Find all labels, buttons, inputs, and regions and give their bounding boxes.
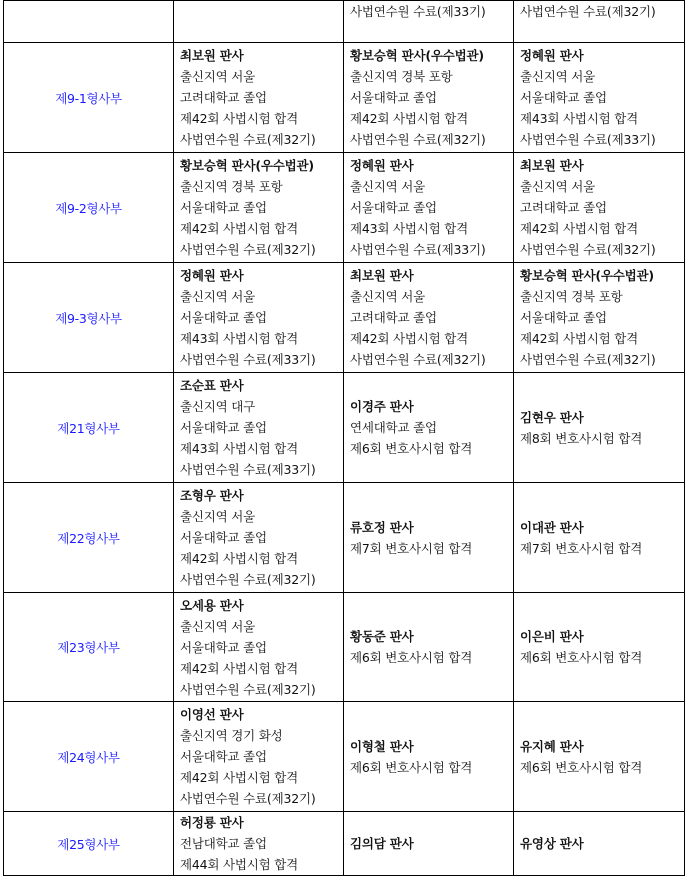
judge-name: 조순표 판사 bbox=[180, 378, 244, 393]
division-name: 제24형사부 bbox=[4, 702, 174, 812]
judge-detail: 서울대학교 졸업 bbox=[350, 200, 437, 215]
judge-cell bbox=[174, 1, 344, 43]
judge-detail: 제6회 변호사시험 합격 bbox=[520, 759, 643, 775]
judge-name: 김의담 판사 bbox=[350, 836, 414, 851]
judge-detail: 출신지역 서울 bbox=[520, 179, 596, 194]
judge-detail: 제43회 사법시험 합격 bbox=[520, 111, 639, 126]
judge-name: 이경주 판사 bbox=[350, 399, 414, 414]
judge-cell bbox=[174, 483, 344, 593]
judge-cell bbox=[344, 483, 514, 593]
judge-detail: 서울대학교 졸업 bbox=[350, 90, 437, 105]
judge-name: 이은비 판사 bbox=[520, 629, 584, 644]
division-name: 제21형사부 bbox=[4, 373, 174, 483]
judge-detail: 출신지역 서울 bbox=[350, 289, 426, 304]
judge-detail: 사법연수원 수료(제33기) bbox=[180, 352, 316, 367]
judge-cell bbox=[514, 483, 685, 593]
judge-name: 황보승혁 판사(우수법관) bbox=[520, 268, 654, 283]
judge-detail: 전남대학교 졸업 bbox=[180, 836, 267, 851]
table-row bbox=[4, 593, 685, 702]
judge-name: 최보원 판사 bbox=[180, 48, 244, 63]
judge-cell bbox=[344, 153, 514, 263]
judge-detail: 제43회 사법시험 합격 bbox=[350, 221, 469, 236]
table-row-partial bbox=[4, 1, 685, 43]
judge-detail: 제7회 변호사시험 합격 bbox=[520, 540, 643, 556]
judge-cell bbox=[344, 1, 514, 43]
judge-detail: 고려대학교 졸업 bbox=[350, 310, 437, 325]
judge-cell bbox=[514, 593, 685, 702]
judge-detail: 제42회 사법시험 합격 bbox=[180, 551, 299, 566]
judge-detail: 제42회 사법시험 합격 bbox=[180, 660, 299, 676]
judge-cell bbox=[174, 593, 344, 702]
judge-detail: 제42회 사법시험 합격 bbox=[350, 111, 469, 126]
judge-detail: 제6회 변호사시험 합격 bbox=[520, 650, 643, 665]
judge-cell bbox=[344, 43, 514, 153]
judge-detail: 출신지역 경북 포항 bbox=[350, 69, 453, 84]
judge-detail: 제42회 사법시험 합격 bbox=[180, 111, 299, 126]
judge-cell bbox=[344, 263, 514, 373]
judge-detail: 제42회 사법시험 합격 bbox=[520, 331, 639, 346]
judge-detail: 서울대학교 졸업 bbox=[180, 420, 267, 435]
judge-name: 이영선 판사 bbox=[180, 707, 244, 722]
table-row bbox=[4, 483, 685, 593]
judge-detail: 출신지역 서울 bbox=[520, 69, 596, 84]
judge-detail: 출신지역 경기 화성 bbox=[180, 728, 283, 743]
division-name bbox=[4, 1, 174, 43]
judge-roster-table bbox=[3, 0, 685, 876]
judge-cell bbox=[174, 43, 344, 153]
judge-cell bbox=[174, 263, 344, 373]
judge-detail: 사법연수원 수료(제33기) bbox=[180, 462, 316, 477]
judge-cell bbox=[344, 593, 514, 702]
judge-detail: 사법연수원 수료(제32기) bbox=[180, 242, 316, 257]
judge-detail: 출신지역 서울 bbox=[180, 289, 256, 304]
judge-detail: 출신지역 서울 bbox=[350, 179, 426, 194]
judge-name: 이대관 판사 bbox=[520, 519, 584, 535]
judge-name: 황동준 판사 bbox=[350, 629, 414, 644]
judge-cell bbox=[514, 373, 685, 483]
judge-detail: 사법연수원 수료(제33기) bbox=[520, 132, 656, 147]
judge-detail: 출신지역 경북 포항 bbox=[520, 289, 623, 304]
judge-detail: 사법연수원 수료(제32기) bbox=[520, 4, 656, 19]
judge-cell bbox=[174, 812, 344, 876]
judge-cell bbox=[514, 812, 685, 876]
division-name: 제23형사부 bbox=[4, 593, 174, 702]
judge-name: 최보원 판사 bbox=[520, 158, 584, 173]
judge-detail: 사법연수원 수료(제32기) bbox=[180, 791, 316, 806]
judge-detail: 사법연수원 수료(제32기) bbox=[520, 242, 656, 257]
judge-detail: 서울대학교 졸업 bbox=[180, 530, 267, 545]
judge-cell bbox=[514, 153, 685, 263]
judge-name: 정혜원 판사 bbox=[180, 268, 244, 283]
judge-cell bbox=[514, 263, 685, 373]
roster-body bbox=[4, 1, 685, 876]
judge-detail: 사법연수원 수료(제33기) bbox=[350, 242, 486, 257]
table-row bbox=[4, 43, 685, 153]
judge-detail: 제43회 사법시험 합격 bbox=[180, 441, 299, 456]
judge-detail: 제8회 변호사시험 합격 bbox=[520, 430, 643, 446]
judge-detail: 출신지역 서울 bbox=[180, 509, 256, 524]
judge-detail: 제43회 사법시험 합격 bbox=[180, 331, 299, 346]
judge-detail: 제6회 변호사시험 합격 bbox=[350, 759, 473, 775]
judge-detail: 출신지역 서울 bbox=[180, 618, 256, 634]
judge-detail: 고려대학교 졸업 bbox=[520, 200, 607, 215]
judge-cell bbox=[174, 153, 344, 263]
judge-name: 류호정 판사 bbox=[350, 519, 414, 535]
judge-detail: 서울대학교 졸업 bbox=[520, 90, 607, 105]
judge-cell bbox=[344, 812, 514, 876]
judge-name: 황보승혁 판사(우수법관) bbox=[350, 48, 484, 63]
judge-detail: 사법연수원 수료(제32기) bbox=[180, 681, 316, 697]
judge-detail: 제44회 사법시험 합격 bbox=[180, 857, 299, 872]
judge-name: 정혜원 판사 bbox=[350, 158, 414, 173]
judge-name: 유영상 판사 bbox=[520, 836, 584, 851]
judge-detail: 연세대학교 졸업 bbox=[350, 420, 437, 435]
division-name: 제9-3형사부 bbox=[4, 263, 174, 373]
judge-detail: 사법연수원 수료(제32기) bbox=[520, 352, 656, 367]
judge-detail: 서울대학교 졸업 bbox=[180, 749, 267, 764]
judge-detail: 제6회 변호사시험 합격 bbox=[350, 650, 473, 665]
judge-name: 유지혜 판사 bbox=[520, 738, 584, 754]
judge-cell bbox=[344, 373, 514, 483]
judge-detail: 고려대학교 졸업 bbox=[180, 90, 267, 105]
judge-cell bbox=[174, 702, 344, 812]
judge-name: 황보승혁 판사(우수법관) bbox=[180, 158, 314, 173]
judge-detail: 사법연수원 수료(제33기) bbox=[350, 4, 486, 19]
judge-detail: 제42회 사법시험 합격 bbox=[180, 221, 299, 236]
judge-detail: 사법연수원 수료(제32기) bbox=[180, 132, 316, 147]
table-row bbox=[4, 153, 685, 263]
judge-detail: 서울대학교 졸업 bbox=[180, 310, 267, 325]
judge-cell bbox=[514, 43, 685, 153]
judge-detail: 사법연수원 수료(제32기) bbox=[350, 352, 486, 367]
judge-detail: 출신지역 대구 bbox=[180, 399, 256, 414]
judge-name: 오세용 판사 bbox=[180, 597, 244, 613]
judge-detail: 제6회 변호사시험 합격 bbox=[350, 441, 473, 456]
judge-detail: 서울대학교 졸업 bbox=[180, 639, 267, 655]
judge-detail: 사법연수원 수료(제32기) bbox=[350, 132, 486, 147]
judge-name: 허정룡 판사 bbox=[180, 815, 244, 830]
table-row bbox=[4, 373, 685, 483]
division-name: 제9-1형사부 bbox=[4, 43, 174, 153]
table-row bbox=[4, 263, 685, 373]
judge-name: 조형우 판사 bbox=[180, 488, 244, 503]
judge-name: 이형철 판사 bbox=[350, 738, 414, 754]
judge-detail: 사법연수원 수료(제32기) bbox=[180, 572, 316, 587]
division-name: 제9-2형사부 bbox=[4, 153, 174, 263]
table-row bbox=[4, 812, 685, 876]
judge-cell bbox=[174, 373, 344, 483]
judge-name: 김현우 판사 bbox=[520, 409, 584, 425]
judge-detail: 출신지역 서울 bbox=[180, 69, 256, 84]
judge-cell bbox=[514, 702, 685, 812]
judge-detail: 제7회 변호사시험 합격 bbox=[350, 540, 473, 556]
judge-detail: 서울대학교 졸업 bbox=[520, 310, 607, 325]
judge-detail: 서울대학교 졸업 bbox=[180, 200, 267, 215]
judge-detail: 제42회 사법시험 합격 bbox=[520, 221, 639, 236]
judge-detail: 출신지역 경북 포항 bbox=[180, 179, 283, 194]
judge-name: 정혜원 판사 bbox=[520, 48, 584, 63]
judge-detail: 제42회 사법시험 합격 bbox=[180, 770, 299, 785]
division-name: 제22형사부 bbox=[4, 483, 174, 593]
judge-cell bbox=[514, 1, 685, 43]
judge-detail: 제42회 사법시험 합격 bbox=[350, 331, 469, 346]
table-row bbox=[4, 702, 685, 812]
judge-cell bbox=[344, 702, 514, 812]
division-name: 제25형사부 bbox=[4, 812, 174, 876]
judge-name: 최보원 판사 bbox=[350, 268, 414, 283]
